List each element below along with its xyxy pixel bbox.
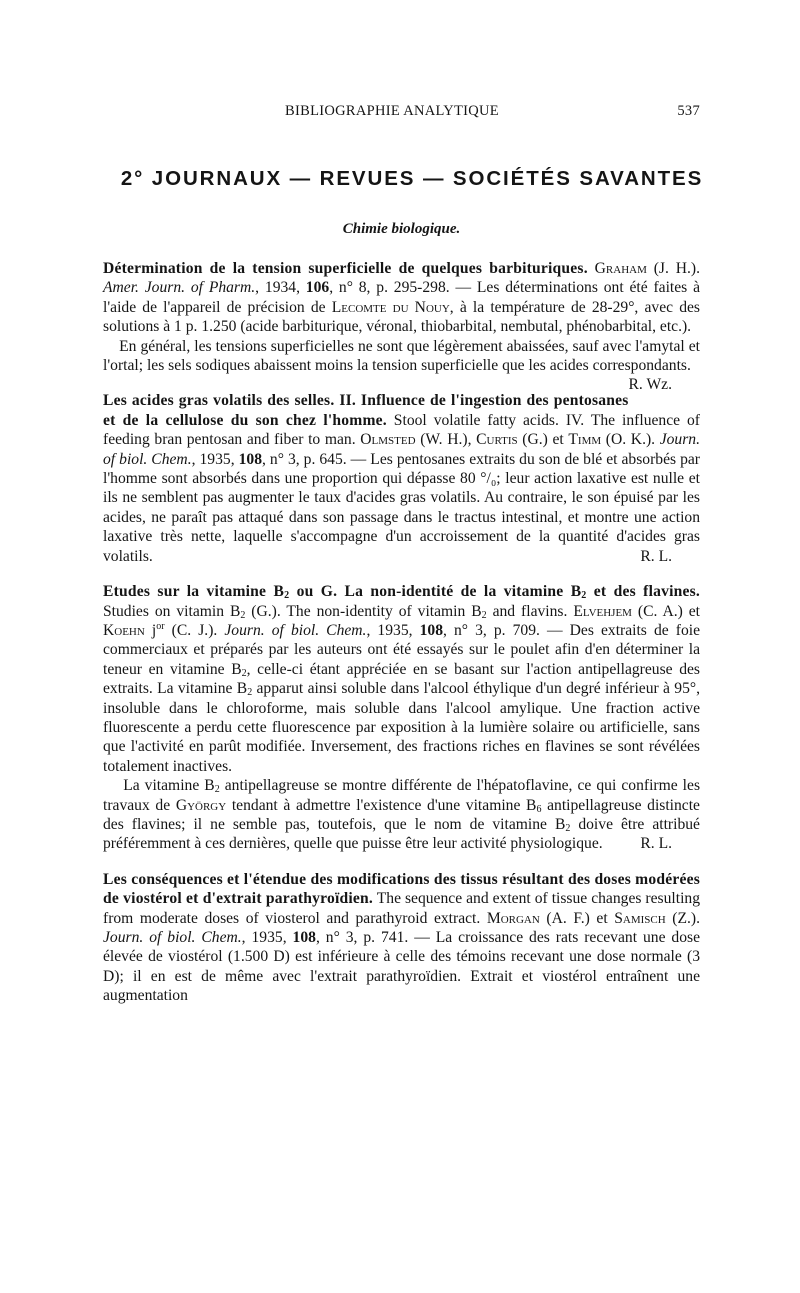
entry-title: Etudes sur la vitamine $B_2$ ou G. La non-identité de la vitamine $B_2$ et des flavines.: [103, 583, 700, 602]
entry-signature: R. L.: [640, 835, 672, 853]
entry-signature: R. Wz.: [628, 376, 672, 394]
entry-barbituriques: Détermination de la tension superficielle de quelques barbituriques. Graham (J. H.). Amer. Journ. of Pharm., 1934, 106, n° 8, p. 295-298. — Les déterminations ont été faites à l'aide de l'appareil de précision de Lecomte du Nouy, à la température de 28-29°, avec des solutions à 1 p. 1.250 (acide barbiturique, véronal, thiobarbital, nembutal, phénobarbital, etc.). En général, les tensions superficielles ne sont que légèrement abaissées, sauf avec l'amytal et l'ortal; les sels sodiques abaissent moins la tension superficielle que les acides correspondants. R. Wz.: [103, 260, 701, 394]
section-title: 2° JOURNAUX — REVUES — SOCIÉTÉS SAVANTES: [120, 167, 704, 190]
entry-vitamine-b2: Etudes sur la vitamine $B_2$ ou G. La non-identité de la vitamine $B_2$ et des flavines. Studies on vitamin $B_2$ (G.). The non-identity of vitamin $B_2$ and flavins. Elvehjem (C. A.) et Koehn $j^{or}$ (C. J.). Journ. of biol. Chem., 1935, 108, n° 3, p. 709. — Des extraits de foie commerciaux et préparés par les auteurs ont été essayés sur le poulet afin d'en déterminer la teneur en vitamine $B_2$, celle-ci étant appréciée en se basant sur l'action antipellagreuse des extraits. La vitamine $B_2$ apparut ainsi soluble dans l'alcool éthylique d'un degré inférieur à 95°, insoluble dans le chloroforme, mais soluble dans l'alcool amylique. Une fraction active fluorescente a perdu cette fluorescence par exposition à la lumière solaire ou artificielle, sans que l'activité en parût modifiée. Inversement, des fractions riches en flavines se sont révélées totalement inactives. La vitamine $B_2$ antipellagreuse se montre différente de l'hépatoflavine, ce qui confirme les travaux de György tendant à admettre l'existence d'une vitamine $B_6$ antipellagreuse distincte des flavines; il ne semble pas, toutefois, que le nom de vitamine $B_2$ doive être attribué préféremment à ces dernières, quelle que puisse être leur activité physiologique. R. L.: [103, 583, 701, 853]
entry-volume: 108: [292, 929, 316, 946]
entry-abstract: — Les pentosanes extraits du son de blé et absorbés par l'homme sont absorbés dans une proportion qui dépasse 80 °/₀; leur action laxative est nulle et ils ne semblent pas augmenter le taux d'acides gras volatils. Au contraire, le son épuisé par les acides, ne paraît pas attaqué dans son passage dans le tractus intestinal, et montre une action laxative très nette, laquelle s'accompagne d'un accroissement de la quantité d'acides gras volatils.: [103, 450, 700, 565]
entry-journal: Journ. of biol. Chem.: [103, 431, 700, 468]
entry-english-title: Studies on vitamin $B_2$ (G.). The non-identity of vitamin $B_2$ and flavins.: [103, 602, 574, 621]
entry-viosterol: Les conséquences et l'étendue des modifications des tissus résultant des doses modérées de viostérol et d'extrait parathyroïdien. The sequence and extent of tissue changes resulting from moderate doses of viosterol and parathyroid extract. Morgan (A. F.) et Samisch (Z.). Journ. of biol. Chem., 1935, 108, n° 3, p. 741. — La croissance des rats recevant une dose élevée de viostérol (1.500 D) est inférieure à celle des témoins recevant une dose normale (3 D); il en est de même avec l'extrait parathyroïdien. Extrait et viostérol entraînent une augmentation: [103, 870, 701, 1005]
entry-english-title: The sequence and extent of tissue changes resulting from moderate doses of viosterol and parathyroid extract.: [103, 890, 700, 927]
entry-signature: R. L.: [640, 547, 672, 565]
subsection-title: Chimie biologique.: [342, 221, 461, 237]
page-number: 537: [677, 103, 700, 119]
running-title: BIBLIOGRAPHIE ANALYTIQUE: [285, 103, 499, 119]
entry-title: Les conséquences et l'étendue des modifications des tissus résultant des doses modérées de viostérol et d'extrait parathyroïdien.: [103, 870, 700, 908]
entry-authors: Graham (J. H.).: [594, 260, 700, 277]
entry-abstract: — Des extraits de foie commerciaux et préparés par les auteurs ont été essayés sur le poulet afin d'en déterminer la teneur en vitamine $B_2$, celle-ci étant appréciée en se basant sur l'action antipellagreuse des extraits. La vitamine $B_2$ apparut ainsi soluble dans l'alcool éthylique d'un degré inférieur à 95°, insoluble dans le chloroforme, mais soluble dans l'alcool amylique. Une fraction active fluorescente a perdu cette fluorescence par exposition à la lumière solaire ou artificielle, sans que l'activité en parût modifiée. Inversement, des fractions riches en flavines se sont révélées totalement inactives.: [103, 621, 701, 775]
entry-title: Détermination de la tension superficielle de quelques barbituriques.: [103, 260, 588, 277]
entry-journal: Amer. Journ. of Pharm.: [103, 279, 256, 297]
running-header: [103, 103, 700, 125]
entry-volume: 108: [419, 621, 443, 639]
entry-abstract: En général, les tensions superficielles ne sont que légèrement abaissées, sauf avec l'amytal et l'ortal; les sels sodiques abaissent moins la tension superficielle que les acides correspondants.: [103, 337, 701, 375]
entries-list: [103, 259, 700, 1022]
entry-abstract: — La croissance des rats recevant une dose élevée de viostérol (1.500 D) est inférieure à celle des témoins recevant une dose normale (3 D); il en est de même avec l'extrait parathyroïdien. Extrait et viostérol entraînent une augmentation: [103, 929, 701, 1005]
entry-title: Les acides gras volatils des selles. II. Influence de l'ingestion des pentosanes et de la cellulose du son chez l'homme.: [103, 392, 629, 429]
entry-volume: 106: [305, 279, 330, 297]
entry-english-title: Stool volatile fatty acids. IV. The influence of feeding bran pentosan and fiber to man.: [103, 411, 700, 449]
entry-journal: Journ. of biol. Chem.: [103, 929, 242, 946]
entry-acides-gras: Les acides gras volatils des selles. II. Influence de l'ingestion des pentosanes et de la cellulose du son chez l'homme. Stool volatile fatty acids. IV. The influence of feeding bran pentosan and fiber to man. Olmsted (W. H.), Curtis (G.) et Timm (O. K.). Journ. of biol. Chem., 1935, 108, n° 3, p. 645. — Les pentosanes extraits du son de blé et absorbés par l'homme sont absorbés dans une proportion qui dépasse 80 °/₀; leur action laxative est nulle et ils ne semblent pas augmenter le taux d'acides gras volatils. Au contraire, le son épuisé par les acides, ne paraît pas attaqué dans son passage dans le tractus intestinal, et montre une action laxative très nette, laquelle s'accompagne d'un accroissement de la quantité d'acides gras volatils. R. L.: [103, 392, 700, 565]
entry-abstract-2: La vitamine $B_2$ antipellagreuse se montre différente de l'hépatoflavine, ce qui confirme les travaux de György tendant à admettre l'existence d'une vitamine $B_6$ antipellagreuse distincte des flavines; il ne semble pas, toutefois, que le nom de vitamine $B_2$ doive être attribué préféremment à ces dernières, quelle que puisse être leur activité physiologique.: [103, 777, 701, 853]
entry-journal: Journ. of biol. Chem.: [224, 621, 367, 639]
entry-volume: 108: [238, 450, 262, 468]
